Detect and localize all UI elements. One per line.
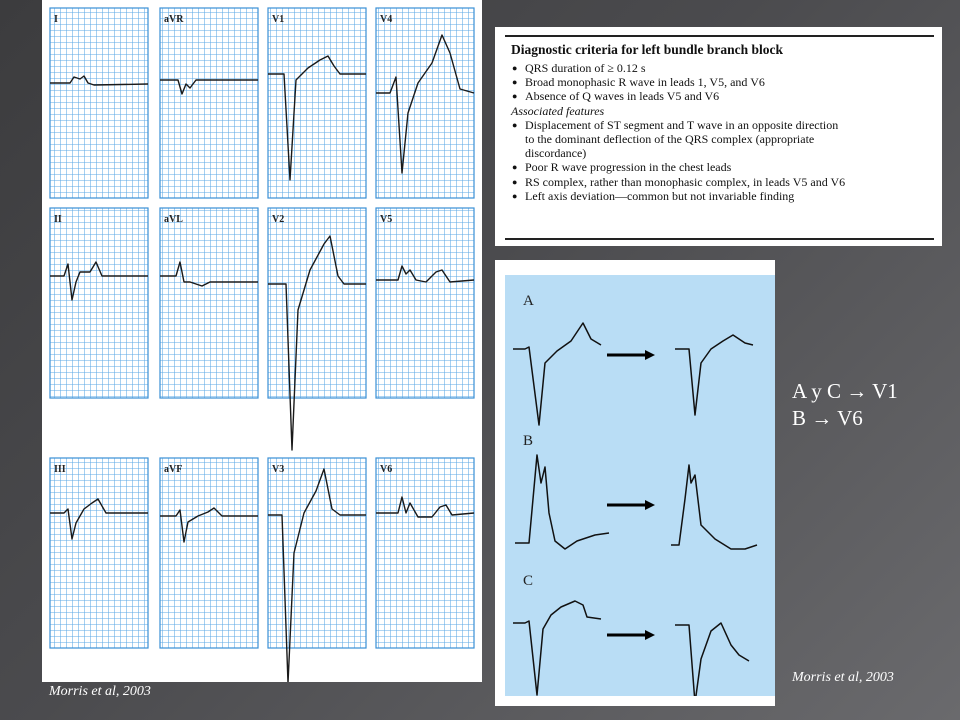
ecg-grid-cell bbox=[268, 8, 366, 198]
lead-note-line-1: A y C → V1 bbox=[792, 379, 898, 403]
criteria-item: ● Left axis deviation—common but not invariable finding bbox=[511, 189, 928, 203]
ecg-grid-cell bbox=[160, 208, 258, 398]
ecg-lead-label: V6 bbox=[380, 464, 393, 475]
ecg-grid-cell bbox=[160, 458, 258, 648]
waveform-row-label: B bbox=[523, 433, 534, 449]
ecg-grid-cell bbox=[268, 208, 366, 398]
criteria-item: ● Poor R wave progression in the chest leads bbox=[511, 160, 928, 174]
ecg-grid-cell bbox=[376, 8, 474, 198]
ecg-lead-label: aVR bbox=[164, 14, 184, 25]
criteria-item: to the dominant deflection of the QRS complex (appropriate bbox=[525, 132, 815, 147]
waveform-svg bbox=[505, 275, 775, 696]
criteria-title: Diagnostic criteria for left bundle branch block bbox=[511, 42, 783, 57]
waveform-row-label: A bbox=[523, 293, 534, 309]
waveform-after bbox=[675, 335, 753, 415]
ecg-lead-label: V5 bbox=[380, 214, 393, 225]
ecg-lead-i bbox=[50, 8, 148, 198]
criteria-item: discordance) bbox=[525, 146, 587, 161]
ecg-grid-cell bbox=[160, 8, 258, 198]
ecg-lead-avl bbox=[160, 208, 258, 398]
waveform-after bbox=[671, 465, 757, 549]
ecg-lead-avf bbox=[160, 458, 258, 648]
criteria-subheading: Associated features bbox=[511, 103, 605, 118]
ecg-12-lead-panel bbox=[42, 0, 482, 682]
criteria-item: ● QRS duration of ≥ 0.12 s bbox=[511, 61, 928, 75]
criteria-list bbox=[511, 61, 928, 203]
ecg-grid-svg bbox=[42, 0, 482, 682]
ecg-lead-label: V3 bbox=[272, 464, 285, 475]
ecg-lead-avr bbox=[160, 8, 258, 198]
ecg-lead-v1 bbox=[268, 8, 366, 198]
ecg-lead-label: aVF bbox=[164, 464, 183, 475]
diagnostic-criteria-box bbox=[495, 27, 942, 246]
ecg-lead-label: aVL bbox=[164, 214, 183, 225]
ecg-lead-ii bbox=[50, 208, 148, 398]
ecg-lead-label: V2 bbox=[272, 214, 285, 225]
ecg-lead-v5 bbox=[376, 208, 474, 398]
criteria-item: ● RS complex, rather than monophasic complex, in leads V5 and V6 bbox=[511, 175, 928, 189]
ecg-grid-cell bbox=[376, 208, 474, 398]
ecg-lead-label: V1 bbox=[272, 14, 285, 25]
criteria-table bbox=[505, 35, 934, 240]
criteria-item: ● Absence of Q waves in leads V5 and V6 bbox=[511, 89, 928, 103]
ecg-lead-label: III bbox=[54, 464, 66, 475]
waveform-row-label: C bbox=[523, 573, 534, 589]
waveform-after bbox=[675, 623, 749, 696]
ecg-lead-v4 bbox=[376, 8, 474, 198]
ecg-grid-cell bbox=[50, 208, 148, 398]
ecg-lead-label: V4 bbox=[380, 14, 393, 25]
ecg-lead-v6 bbox=[376, 458, 474, 648]
citation-right: Morris et al, 2003 bbox=[792, 670, 894, 685]
ecg-grid-cell bbox=[50, 458, 148, 648]
waveform-background bbox=[505, 275, 775, 696]
ecg-lead-iii bbox=[50, 458, 148, 648]
waveform-row-a bbox=[513, 293, 753, 425]
waveform-before bbox=[515, 455, 609, 549]
ecg-lead-v3 bbox=[268, 458, 366, 682]
arrowhead-icon bbox=[645, 500, 655, 510]
citation-left: Morris et al, 2003 bbox=[49, 684, 151, 699]
criteria-item: ● Displacement of ST segment and T wave in an opposite direction bbox=[511, 118, 928, 132]
waveform-row-b bbox=[515, 433, 757, 549]
lead-mapping-note bbox=[792, 378, 898, 432]
lead-note-line-2: B → V6 bbox=[792, 406, 863, 430]
arrowhead-icon bbox=[645, 630, 655, 640]
waveform-before bbox=[513, 601, 601, 695]
criteria-item: ● Broad monophasic R wave in leads 1, V5, and V6 bbox=[511, 75, 928, 89]
arrowhead-icon bbox=[645, 350, 655, 360]
ecg-lead-label: II bbox=[54, 214, 62, 225]
ecg-lead-v2 bbox=[268, 208, 366, 450]
ecg-grid-cell bbox=[50, 8, 148, 198]
waveform-comparison-panel bbox=[495, 260, 775, 706]
waveform-row-c bbox=[513, 573, 749, 696]
ecg-lead-label: I bbox=[54, 14, 58, 25]
waveform-before bbox=[513, 323, 601, 425]
ecg-grid-cell bbox=[376, 458, 474, 648]
